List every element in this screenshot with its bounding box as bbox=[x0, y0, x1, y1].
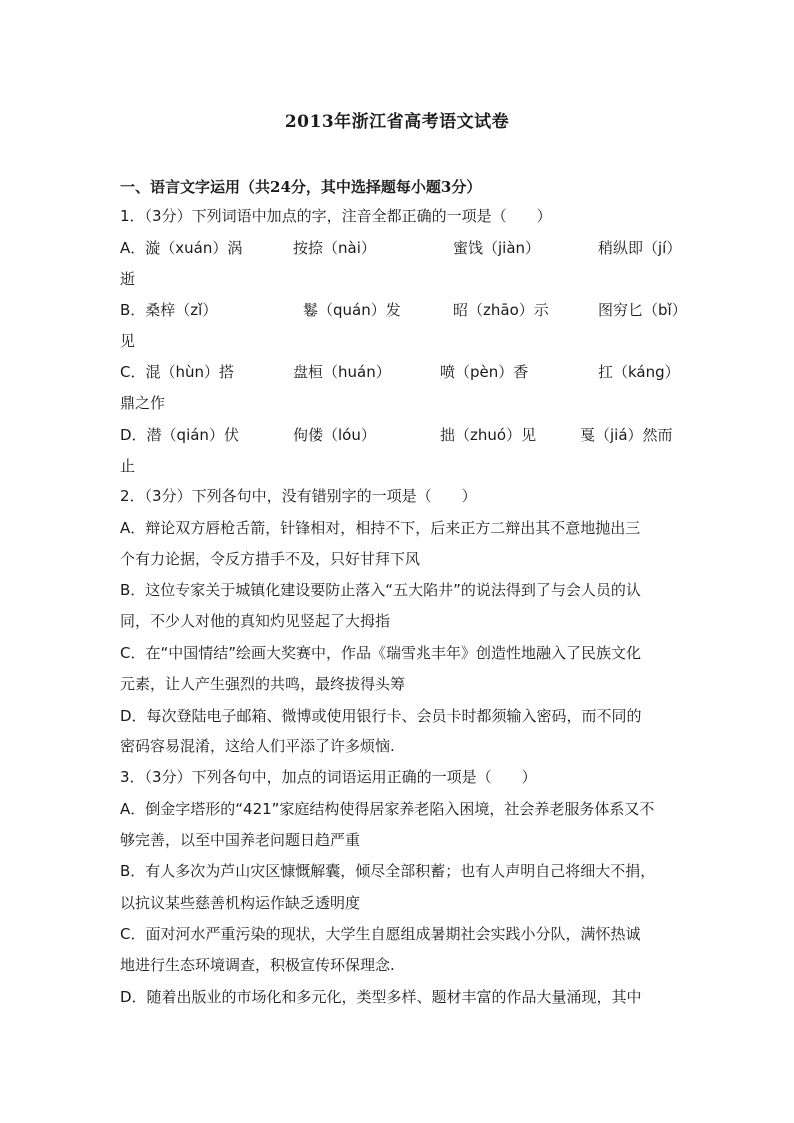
q2-option-d-line2: 密码容易混淆，这给人们平添了许多烦恼. bbox=[120, 737, 395, 755]
q1-c-continuation: 鼎之作 bbox=[120, 394, 166, 412]
q1-d-item-2: 佝偻（lóu） bbox=[293, 426, 376, 444]
q1-a-item-3: 蜜饯（jiàn） bbox=[453, 239, 541, 257]
page-title: 2013年浙江省高考语文试卷 bbox=[284, 112, 510, 132]
q3-option-b-line1: B．有人多次为芦山灾区慷慨解囊，倾尽全部积蓄；也有人声明自己将细大不捐， bbox=[120, 862, 656, 880]
q2-option-c-line2: 元素，让人产生强烈的共鸣，最终拔得头筹 bbox=[120, 675, 406, 693]
q1-a-item-1: A．漩（xuán）涡 bbox=[120, 239, 243, 257]
q1-option-b bbox=[120, 300, 690, 320]
q2-option-c-line1: C．在“中国情结”绘画大奖赛中，作品《瑞雪兆丰年》创造性地融入了民族文化 bbox=[120, 644, 642, 662]
q1-c-item-4: 扛（káng） bbox=[598, 363, 680, 381]
q1-option-d bbox=[120, 425, 690, 445]
q1-c-item-2: 盘桓（huán） bbox=[293, 363, 391, 381]
q1-b-item-2: 鬈（quán）发 bbox=[303, 301, 401, 319]
q2-option-d-line1: D．每次登陆电子邮箱、微博或使用银行卡、会员卡时都须输入密码，而不同的 bbox=[120, 707, 642, 725]
section-heading: 一、语言文字运用（共24分，其中选择题每小题3分） bbox=[120, 178, 482, 196]
q1-b-item-3: 昭（zhāo）示 bbox=[453, 301, 549, 319]
q1-a-item-2: 按捺（nài） bbox=[293, 239, 376, 257]
q1-a-continuation: 逝 bbox=[120, 270, 136, 288]
q3-option-d-line1: D．随着出版业的市场化和多元化，类型多样、题材丰富的作品大量涌现，其中 bbox=[120, 988, 642, 1006]
q1-b-item-1: B．桑梓（zǐ） bbox=[120, 301, 218, 319]
q1-option-c bbox=[120, 362, 690, 382]
q1-d-continuation: 止 bbox=[120, 457, 136, 475]
q3-option-a-line2: 够完善，以至中国养老问题日趋严重 bbox=[120, 831, 361, 849]
q3-option-c-line1: C．面对河水严重污染的现状，大学生自愿组成暑期社会实践小分队，满怀热诚 bbox=[120, 925, 641, 943]
q2-option-a-line2: 个有力论据，令反方措手不及，只好甘拜下风 bbox=[120, 550, 421, 568]
q1-b-continuation: 见 bbox=[120, 332, 136, 350]
q1-d-item-4: 戛（jiá）然而 bbox=[580, 426, 673, 444]
q1-c-item-3: 喷（pèn）香 bbox=[440, 363, 529, 381]
q3-option-c-line2: 地进行生态环境调查，积极宣传环保理念. bbox=[120, 956, 395, 974]
q1-b-item-4: 图穷匕（bǐ） bbox=[598, 301, 687, 319]
q3-option-b-line2: 以抗议某些慈善机构运作缺乏透明度 bbox=[120, 894, 361, 912]
q2-stem: 2．（3分）下列各句中，没有错别字的一项是（ ） bbox=[120, 487, 477, 505]
q2-option-a-line1: A．辩论双方唇枪舌箭，针锋相对，相持不下，后来正方二辩出其不意地抛出三 bbox=[120, 519, 641, 537]
q1-d-item-1: D．潜（qián）伏 bbox=[120, 426, 239, 444]
q1-stem: 1．（3分）下列词语中加点的字，注音全都正确的一项是（ ） bbox=[120, 207, 552, 225]
q2-option-b-line1: B．这位专家关于城镇化建设要防止落入“五大陷井”的说法得到了与会人员的认 bbox=[120, 581, 641, 599]
q3-stem: 3．（3分）下列各句中，加点的词语运用正确的一项是（ ） bbox=[120, 768, 537, 786]
q1-c-item-1: C．混（hùn）搭 bbox=[120, 363, 234, 381]
q1-option-a bbox=[120, 238, 690, 258]
q1-a-item-4: 稍纵即（jí） bbox=[598, 239, 682, 257]
q2-option-b-line2: 同，不少人对他的真知灼见竖起了大拇指 bbox=[120, 612, 391, 630]
q3-option-a-line1: A．倒金字塔形的“421”家庭结构使得居家养老陷入困境，社会养老服务体系又不 bbox=[120, 800, 655, 818]
q1-d-item-3: 拙（zhuó）见 bbox=[440, 426, 537, 444]
